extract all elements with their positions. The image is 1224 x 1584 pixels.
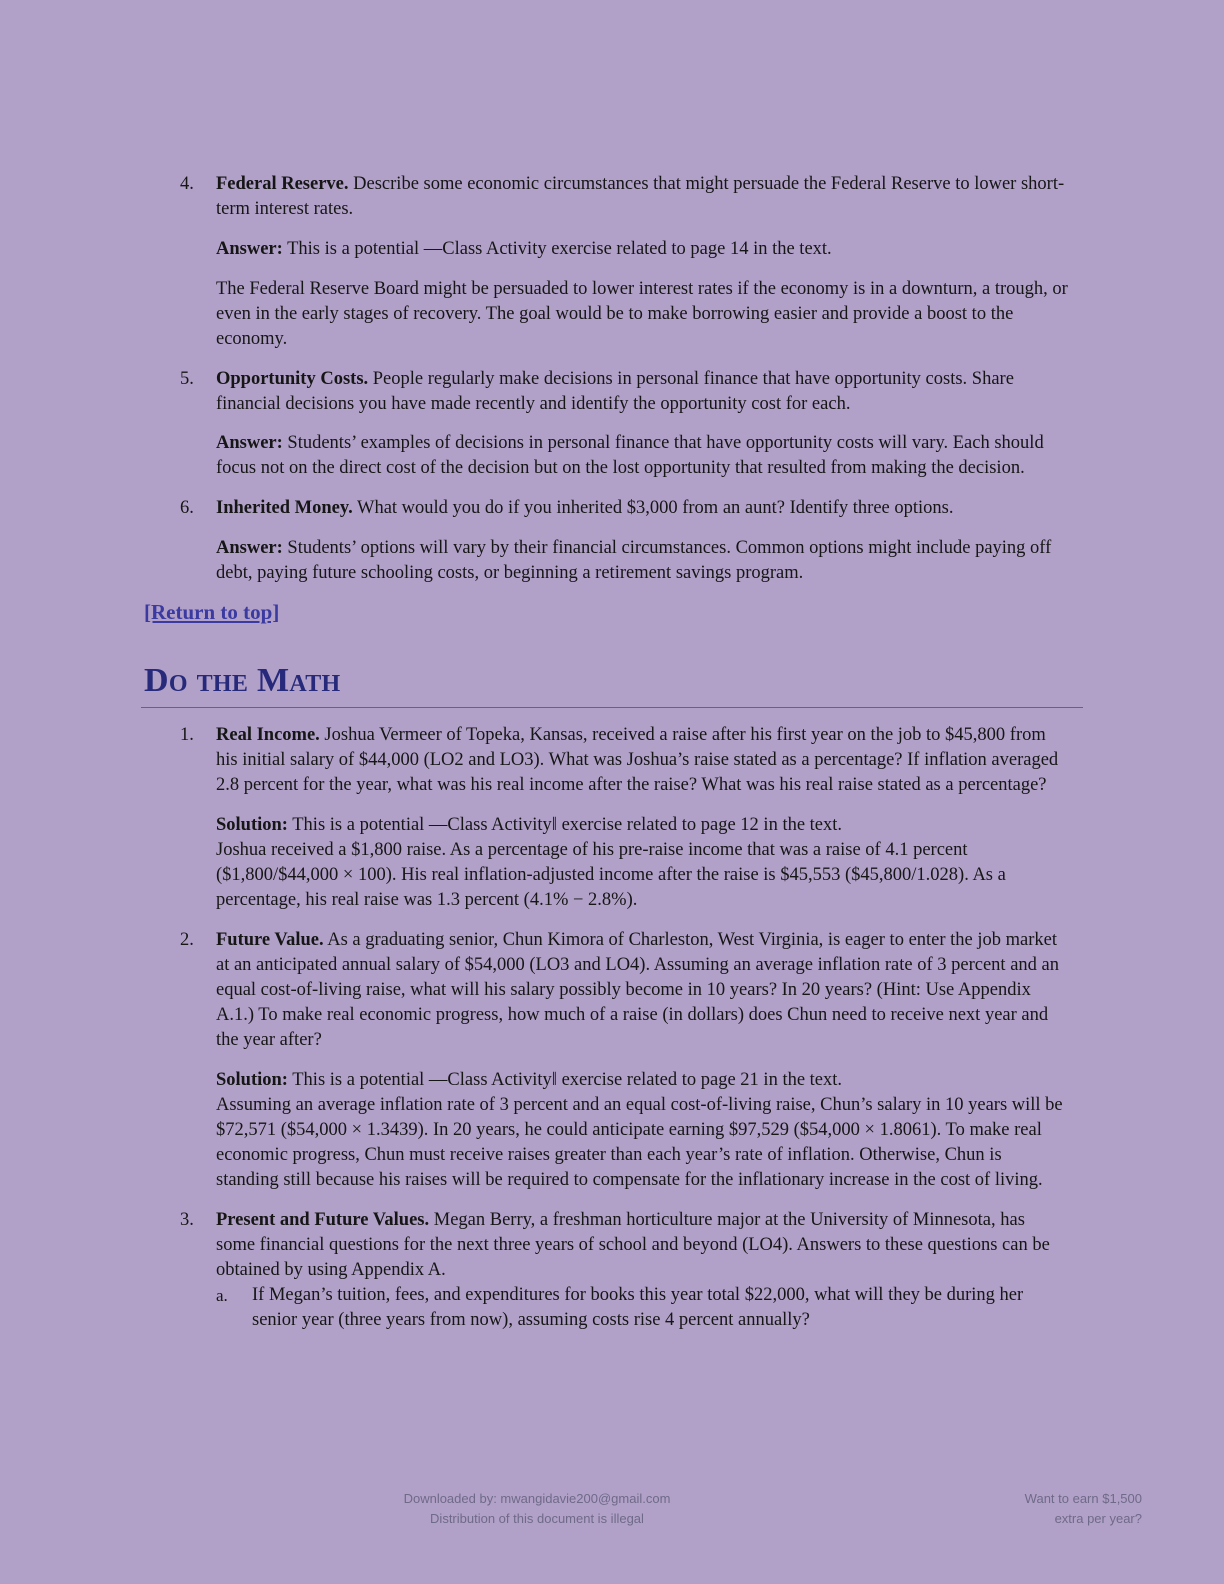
- problem-text: [216, 723, 1068, 798]
- question-number: 6.: [180, 498, 194, 518]
- math-problem-3: [180, 1208, 1068, 1333]
- answer-label: Answer:: [216, 538, 283, 558]
- sub-question-a: [216, 1283, 1068, 1333]
- solution-intro-text: This is a potential —Class Activity‖ exercise related to page 21 in the text.: [287, 1070, 843, 1090]
- solution-body: Assuming an average inflation rate of 3 percent and an equal cost-of-living raise, Chun’s salary in 10 years will be $72,571 ($54,000 × 1.3439). In 20 years, he could anticipate earning $97,529 ($54,000 × 1.8061). To make real economic progress, Chun must receive raises greater than each year’s rate of inflation. Otherwise, Chun is standing still because his raises will be required to compensate for the inflationary increase in the cost of living.: [216, 1095, 1063, 1190]
- problem-body: Joshua Vermeer of Topeka, Kansas, received a raise after his first year on the job to $45,800 from his initial salary of $44,000 (LO2 and LO3). What was Joshua’s raise stated as a percentage? If inflation averaged 2.8 percent for the year, what was his real income after the raise? What was his real raise stated as a percentage?: [216, 725, 1059, 795]
- answer-text: [216, 431, 1068, 481]
- page-content: [0, 172, 1224, 1333]
- question-title: Inherited Money.: [216, 498, 353, 518]
- question-5: [180, 367, 1068, 481]
- solution-intro: [216, 813, 1068, 838]
- question-title: Federal Reserve.: [216, 174, 349, 194]
- answer-body: Students’ examples of decisions in personal finance that have opportunity costs will vary. Each should focus not on the direct cost of the decision but on the lost opportunity that resulted from making the decision.: [216, 433, 1044, 478]
- answer-text: [216, 536, 1068, 586]
- question-body: What would you do if you inherited $3,000 from an aunt? Identify three options.: [352, 498, 954, 518]
- question-body: People regularly make decisions in personal finance that have opportunity costs. Share financial decisions you have made recently and identify the opportunity cost for each.: [216, 369, 1014, 414]
- sub-question-text: If Megan’s tuition, fees, and expenditures for books this year total $22,000, what will they be during her senior year (three years from now), assuming costs rise 4 percent annually?: [252, 1285, 1024, 1330]
- solution-label: Solution:: [216, 815, 288, 835]
- question-text: [216, 172, 1068, 222]
- answer-label: Answer:: [216, 433, 283, 453]
- problem-text: [216, 1208, 1068, 1283]
- question-title: Opportunity Costs.: [216, 369, 369, 389]
- download-notice: [392, 1489, 682, 1529]
- section-title: Do the Math: [144, 662, 341, 699]
- problem-number: 2.: [180, 930, 194, 950]
- distribution-line: Distribution of this document is illegal: [430, 1511, 644, 1526]
- problem-number: 3.: [180, 1210, 194, 1230]
- answer-text: [216, 237, 1068, 262]
- question-text: [216, 367, 1068, 417]
- answer-body: This is a potential —Class Activity exercise related to page 14 in the text.: [282, 239, 832, 259]
- question-number: 4.: [180, 174, 194, 194]
- answer-extra: The Federal Reserve Board might be persuaded to lower interest rates if the economy is in a downturn, a trough, or even in the early stages of recovery. The goal would be to make borrowing easier and provide a boost to the economy.: [216, 279, 1068, 349]
- problem-text: [216, 928, 1068, 1053]
- solution-intro-text: This is a potential —Class Activity‖ exercise related to page 12 in the text.: [287, 815, 843, 835]
- section-divider: [141, 707, 1083, 708]
- solution-label: Solution:: [216, 1070, 288, 1090]
- math-problem-2: [180, 928, 1068, 1193]
- problem-body: As a graduating senior, Chun Kimora of Charleston, West Virginia, is eager to enter the job market at an anticipated annual salary of $54,000 (LO3 and LO4). Assuming an average inflation rate of 3 percent and an equal cost-of-living raise, what will his salary possibly become in 10 years? In 20 years? (Hint: Use Appendix A.1.) To make real economic progress, how much of a raise (in dollars) does Chun need to receive next year and the year after?: [216, 930, 1059, 1050]
- answer-label: Answer:: [216, 239, 283, 259]
- promo-line-1: Want to earn $1,500: [1024, 1491, 1142, 1506]
- download-line: Downloaded by: mwangidavie200@gmail.com: [403, 1491, 671, 1506]
- math-problem-1: [180, 723, 1068, 913]
- problem-title: Future Value.: [216, 930, 324, 950]
- question-text: [216, 496, 1068, 521]
- problem-body: Megan Berry, a freshman horticulture major at the University of Minnesota, has some financial questions for the next three years of school and beyond (LO4). Answers to these questions can be obtained by using Appendix A.: [216, 1210, 1050, 1280]
- problem-title: Real Income.: [216, 725, 320, 745]
- answer-body: Students’ options will vary by their financial circumstances. Common options might include paying off debt, paying future schooling costs, or beginning a retirement savings program.: [216, 538, 1052, 583]
- question-number: 5.: [180, 369, 194, 389]
- promo-line-2: extra per year?: [1054, 1511, 1142, 1526]
- question-body: Describe some economic circumstances that might persuade the Federal Reserve to lower short-term interest rates.: [216, 174, 1065, 219]
- promo-notice[interactable]: [990, 1489, 1142, 1529]
- solution-intro: [216, 1068, 1068, 1093]
- sub-question-letter: a.: [216, 1286, 228, 1305]
- question-6: [180, 496, 1068, 586]
- solution-body: Joshua received a $1,800 raise. As a percentage of his pre-raise income that was a raise of 4.1 percent ($1,800/$44,000 × 100). His real inflation-adjusted income after the raise is $45,553 ($45,800/1.028). As a percentage, his real raise was 1.3 percent (4.1% − 2.8%).: [216, 840, 1006, 910]
- return-to-top-link[interactable]: [Return to top]: [144, 600, 280, 624]
- problem-title: Present and Future Values.: [216, 1210, 430, 1230]
- problem-number: 1.: [180, 725, 194, 745]
- question-4: [180, 172, 1068, 352]
